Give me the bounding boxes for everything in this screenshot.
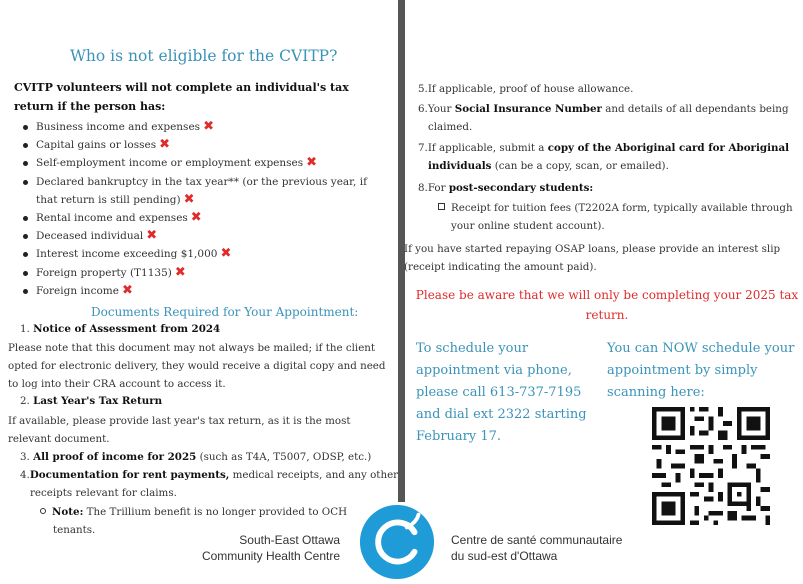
org-name-english-line2: Community Health Centre	[201, 549, 340, 563]
doc-1	[20, 320, 220, 338]
doc-4-subnote-label: Note:	[52, 506, 84, 518]
qr-schedule-text: You can NOW schedule your appointment by simply scanning here:	[607, 341, 795, 400]
doc-3-detail: (such as T4A, T5007, ODSP, etc.)	[199, 451, 372, 463]
org-name-english-line1: South-East Ottawa	[239, 533, 340, 547]
doc-3-number: 3.	[20, 451, 30, 463]
not-eligible-item-text: Rental income and expenses	[36, 212, 188, 225]
doc-5	[418, 80, 633, 98]
org-name-english	[190, 532, 340, 564]
not-eligible-item-text: Deceased individual	[36, 230, 144, 243]
not-eligible-item-text: Foreign property (T1135)	[36, 266, 172, 279]
doc-6-title: Social Insurance Number	[454, 103, 602, 115]
bullet-square-icon	[438, 203, 445, 210]
not-eligible-item	[22, 136, 390, 154]
red-x-icon: ✖	[174, 264, 186, 280]
red-x-icon: ✖	[306, 155, 318, 171]
doc-6-pre: Your	[427, 103, 452, 115]
red-x-icon: ✖	[190, 210, 202, 226]
doc-2-title: Last Year's Tax Return	[33, 395, 163, 407]
not-eligible-title: Who is not eligible for the CVITP?	[70, 47, 338, 65]
red-x-icon: ✖	[220, 246, 232, 262]
osap-note: If you have started repaying OSAP loans, please provide an interest slip (receipt indicating the amount paid).	[404, 243, 781, 273]
not-eligible-item-text: Capital gains or losses	[36, 139, 157, 152]
doc-6	[418, 100, 793, 136]
red-x-icon: ✖	[121, 282, 133, 298]
doc-7-detail: (can be a copy, scan, or emailed).	[494, 160, 669, 172]
doc-6-detail: and details of all dependants being claimed.	[428, 103, 789, 133]
org-name-french-line2: du sud-est d'Ottawa	[451, 549, 558, 563]
not-eligible-item	[22, 227, 390, 245]
phone-schedule-text: To schedule your appointment via phone, please call 613-737-7195 and dial ext 2322 starting February 17.	[416, 341, 587, 444]
not-eligible-item-text: Interest income exceeding $1,000	[36, 248, 218, 261]
not-eligible-item-text: Foreign income	[36, 284, 119, 297]
doc-5-number: 5.	[418, 83, 428, 95]
doc-5-text: If applicable, proof of house allowance.	[427, 83, 634, 95]
doc-4-subnote-text: The Trillium benefit is no longer provided to OCH tenants.	[53, 506, 348, 536]
doc-6-number: 6.	[418, 103, 428, 115]
red-x-icon: ✖	[159, 137, 171, 153]
org-name-french	[451, 532, 651, 564]
doc-8-title: post-secondary students:	[448, 182, 594, 194]
doc-8-pre: For	[427, 182, 446, 194]
bullet-circle-icon	[40, 508, 46, 514]
doc-3	[20, 448, 395, 466]
not-eligible-item-text: Business income and expenses	[36, 121, 201, 133]
doc-8-subitem-text: Receipt for tuition fees (T2202A form, typically available through your online student account).	[451, 202, 793, 232]
red-x-icon: ✖	[146, 228, 158, 244]
red-x-icon: ✖	[203, 119, 214, 134]
doc-4-detail: medical receipts, and any other receipts relevant for claims.	[30, 469, 399, 499]
not-eligible-item	[22, 173, 390, 209]
doc-7	[418, 139, 793, 175]
not-eligible-item-text: Self-employment income or employment expenses	[36, 157, 304, 170]
not-eligible-item	[22, 245, 390, 263]
not-eligible-item	[22, 282, 390, 300]
not-eligible-item-text: Declared bankruptcy in the tax year** (or the previous year, if that return is still pending)	[36, 175, 367, 206]
health-centre-logo-icon	[358, 503, 436, 581]
doc-1-title: Notice of Assessment from 2024	[33, 323, 221, 335]
doc-4	[20, 466, 400, 502]
qr-code-icon[interactable]	[652, 407, 770, 525]
not-eligible-item	[22, 209, 390, 227]
org-name-french-line1: Centre de santé communautaire	[451, 533, 623, 547]
doc-1-number: 1.	[20, 323, 30, 335]
not-eligible-item	[22, 118, 390, 136]
not-eligible-item	[22, 264, 390, 282]
doc-8-subitem	[438, 199, 803, 235]
doc-7-title: copy of the Aboriginal card for Aboriginal individuals	[428, 142, 790, 172]
doc-3-title: All proof of income for 2025	[33, 451, 197, 463]
doc-2-note: If available, please provide last year's tax return, as it is the most relevant document.	[8, 415, 351, 445]
doc-7-number: 7.	[418, 142, 428, 154]
doc-1-note: Please note that this document may not always be mailed; if the client opted for electronic delivery, they would receive a digital copy and need to log into their CRA account to access it.	[8, 342, 386, 390]
doc-8	[418, 179, 593, 197]
documents-title: Documents Required for Your Appointment:	[91, 305, 359, 319]
doc-2-number: 2.	[20, 395, 30, 407]
not-eligible-intro: CVITP volunteers will not complete an individual's tax return if the person has:	[14, 81, 349, 113]
doc-8-number: 8.	[418, 182, 428, 194]
tax-year-warning: Please be aware that we will only be completing your 2025 tax return.	[415, 288, 799, 322]
red-x-icon: ✖	[183, 191, 195, 207]
doc-4-title: Documentation for rent payments,	[29, 469, 230, 481]
doc-4-number: 4.	[20, 469, 30, 481]
doc-7-pre: If applicable, submit a	[427, 142, 545, 154]
not-eligible-item	[22, 154, 390, 172]
not-eligible-list	[22, 118, 390, 300]
doc-2	[20, 392, 162, 410]
